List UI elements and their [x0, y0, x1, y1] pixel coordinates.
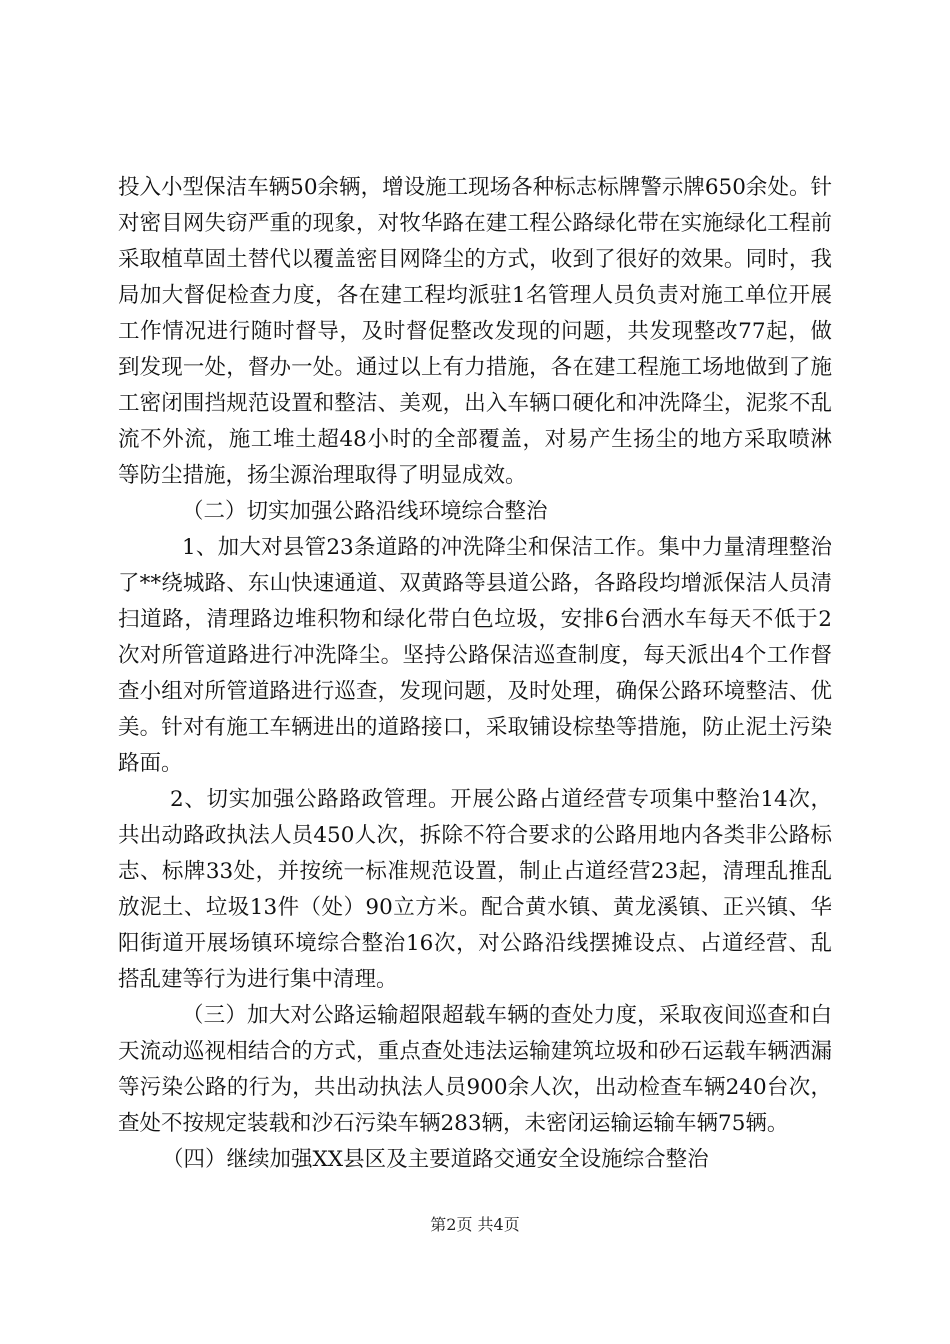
section-heading-roadside-environment: （二）切实加强公路沿线环境综合整治	[182, 499, 548, 524]
section-heading-traffic-safety: （四）继续加强XX县区及主要道路交通安全设施综合整治	[162, 1147, 709, 1172]
page-footer	[0, 1214, 950, 1236]
document-body	[118, 170, 832, 1178]
paragraph-cleaning-vehicles: 投入小型保洁车辆50余辆，增设施工现场各种标志标牌警示牌650余处。针对密目网失窃严重的现象，对牧华路在建工程公路绿化带在实施绿化工程前采取植草固土替代以覆盖密目网降尘的方式，收到了很好的效果。同时，我局加大督促检查力度，各在建工程均派驻1名管理人员负责对施工单位开展工作情况进行随时督导，及时督促整改发现的问题，共发现整改77起，做到发现一处，督办一处。通过以上有力措施，各在建工程施工场地做到了施工密闭围挡规范设置和整洁、美观，出入车辆口硬化和冲洗降尘，泥浆不乱流不外流，施工堆土超48小时的全部覆盖，对易产生扬尘的地方采取喷淋等防尘措施，扬尘源治理取得了明显成效。	[118, 175, 832, 488]
page-number: 第2页 共4页	[430, 1215, 520, 1234]
paragraph-road-washing: 1、加大对县管23条道路的冲洗降尘和保洁工作。集中力量清理整治了**绕城路、东山快速通道、双黄路等县道公路，各路段均增派保洁人员清扫道路，清理路边堆积物和绿化带白色垃圾，安排6台洒水车每天不低于2次对所管道路进行冲洗降尘。坚持公路保洁巡查制度，每天派出4个工作督查小组对所管道路进行巡查，发现问题，及时处理，确保公路环境整洁、优美。针对有施工车辆进出的道路接口，采取铺设棕垫等措施，防止泥土污染路面。	[118, 535, 832, 776]
paragraph-overload-enforcement: （三）加大对公路运输超限超载车辆的查处力度，采取夜间巡查和白天流动巡视相结合的方式，重点查处违法运输建筑垃圾和砂石运载车辆洒漏等污染公路的行为，共出动执法人员900余人次，出动检查车辆240台次，查处不按规定装载和沙石污染车辆283辆，未密闭运输运输车辆75辆。	[118, 1003, 832, 1136]
paragraph-road-administration: 2、切实加强公路路政管理。开展公路占道经营专项集中整治14次，共出动路政执法人员450人次，拆除不符合要求的公路用地内各类非公路标志、标牌33处，并按统一标准规范设置，制止占道经营23起，清理乱推乱放泥土、垃圾13件（处）90立方米。配合黄水镇、黄龙溪镇、正兴镇、华阳街道开展场镇环境综合整治16次，对公路沿线摆摊设点、占道经营、乱搭乱建等行为进行集中清理。	[118, 787, 832, 992]
